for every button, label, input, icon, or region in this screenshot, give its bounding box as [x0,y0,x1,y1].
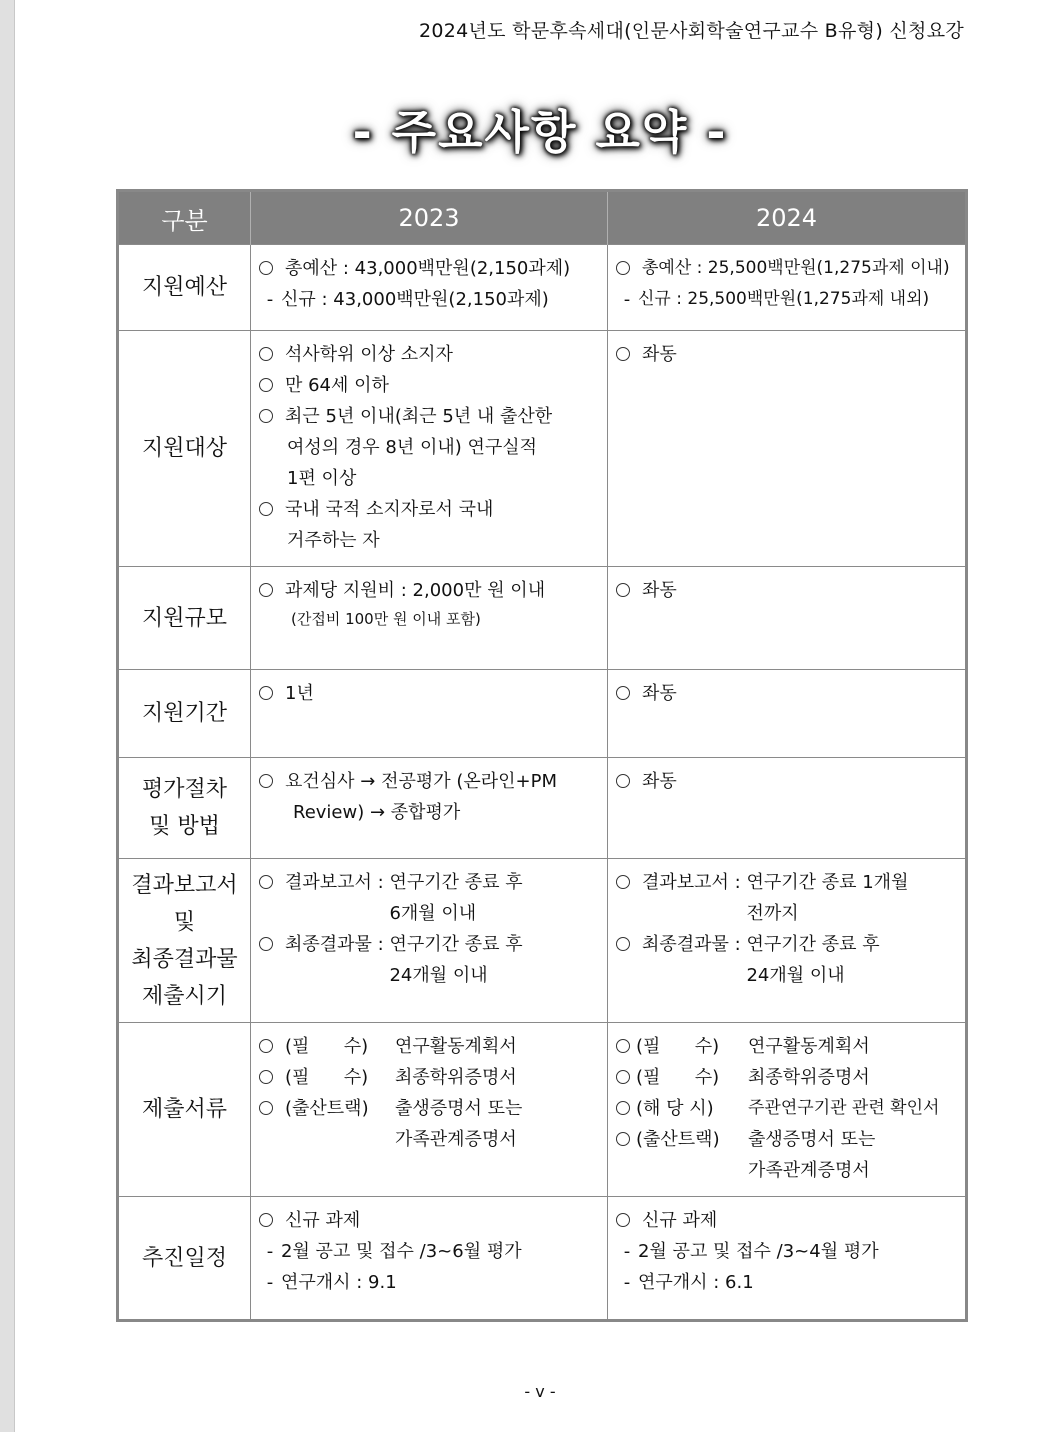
list-item: 최종결과물 : 연구기간 종료 후 24개월 이내 [257,929,601,991]
table-row-eligibility [118,331,967,567]
list-item: - 연구개시 : 9.1 [257,1267,601,1298]
column-header-2024: 2024 [608,191,967,245]
list-item-note: (간접비 100만 원 이내 포함) [291,610,481,628]
list-item: (출산트랙) 출생증명서 또는 가족관계증명서 [614,1124,959,1186]
circle-bullet-icon [259,583,273,597]
table-header-row [118,191,967,245]
cell-2023 [251,245,608,331]
row-category: 평가절차 및 방법 [118,758,251,859]
circle-bullet-icon [259,875,273,889]
column-header-category: 구분 [118,191,251,245]
list-item: 과제당 지원비 : 2,000만 원 이내 [257,575,601,606]
circle-bullet-icon [616,1213,630,1227]
circle-bullet-icon [259,774,273,788]
circle-bullet-icon [259,1039,273,1053]
circle-bullet-icon [259,1213,273,1227]
list-item: (출산트랙) 출생증명서 또는 가족관계증명서 [257,1093,601,1155]
table-row-evaluation [118,758,967,859]
circle-bullet-icon [259,378,273,392]
cell-2023 [251,331,608,567]
list-item: 좌동 [614,339,959,370]
cell-2024 [608,331,967,567]
cell-2024 [608,758,967,859]
circle-bullet-icon [616,937,630,951]
list-item: 요건심사 → 전공평가 (온라인+PM [257,766,601,797]
list-item: 석사학위 이상 소지자 [257,339,601,370]
circle-bullet-icon [616,1132,630,1146]
dash-bullet-icon: - [623,1272,631,1293]
circle-bullet-icon [616,1070,630,1084]
list-item: - 연구개시 : 6.1 [614,1267,959,1298]
circle-bullet-icon [616,875,630,889]
list-item: (해 당 시) 주관연구기관 관련 확인서 [614,1093,959,1124]
table-row-scale [118,567,967,670]
cell-2024 [608,1197,967,1321]
circle-bullet-icon [259,261,273,275]
list-item: 총예산 : 25,500백만원(1,275과제 이내) [614,253,959,284]
row-category: 지원예산 [118,245,251,331]
cell-2024 [608,245,967,331]
cell-2024 [608,859,967,1023]
circle-bullet-icon [259,1101,273,1115]
list-item-continuation: 여성의 경우 8년 이내) 연구실적 [287,437,538,458]
page-gutter [0,0,15,1432]
list-item: 최종결과물 : 연구기간 종료 후 24개월 이내 [614,929,959,991]
cell-2023 [251,1197,608,1321]
column-header-2023: 2023 [251,191,608,245]
list-item: - 2월 공고 및 접수 /3~6월 평가 [257,1236,601,1267]
row-category: 제출서류 [118,1023,251,1197]
circle-bullet-icon [616,583,630,597]
list-item: 결과보고서 : 연구기간 종료 1개월 전까지 [614,867,959,929]
list-item: 1년 [257,678,601,709]
circle-bullet-icon [616,774,630,788]
circle-bullet-icon [616,347,630,361]
row-category: 지원기간 [118,670,251,758]
circle-bullet-icon [616,1101,630,1115]
dash-bullet-icon: - [266,289,274,310]
cell-2023 [251,567,608,670]
list-item: 만 64세 이하 [257,370,601,401]
dash-bullet-icon: - [623,289,631,310]
list-item: 국내 국적 소지자로서 국내 [257,494,601,525]
cell-2023 [251,758,608,859]
list-item: 총예산 : 43,000백만원(2,150과제) [257,253,601,284]
list-item-continuation: 1편 이상 [287,468,357,489]
page-title: - 주요사항 요약 - [352,105,728,159]
list-item: - 신규 : 43,000백만원(2,150과제) [257,284,601,315]
dash-bullet-icon: - [266,1241,274,1262]
list-item: 신규 과제 [614,1205,959,1236]
list-item: 신규 과제 [257,1205,601,1236]
list-item-continuation: Review) → 종합평가 [293,802,461,823]
list-item: - 2월 공고 및 접수 /3~4월 평가 [614,1236,959,1267]
page-number: - v - [524,1382,556,1401]
circle-bullet-icon [616,261,630,275]
table-row-period [118,670,967,758]
list-item: 최근 5년 이내(최근 5년 내 출산한 [257,401,601,432]
cell-2023 [251,1023,608,1197]
running-header: 2024년도 학문후속세대(인문사회학술연구교수 B유형) 신청요강 [418,20,964,42]
list-item: (필 수) 연구활동계획서 [614,1031,959,1062]
list-item: (필 수) 최종학위증명서 [257,1062,601,1093]
summary-table [116,189,968,1322]
list-item: 좌동 [614,575,959,606]
circle-bullet-icon [259,1070,273,1084]
list-item-continuation: 거주하는 자 [287,530,380,551]
table-row-documents [118,1023,967,1197]
list-item: 좌동 [614,678,959,709]
row-category: 지원규모 [118,567,251,670]
circle-bullet-icon [259,937,273,951]
cell-2023 [251,859,608,1023]
circle-bullet-icon [259,686,273,700]
circle-bullet-icon [616,686,630,700]
list-item: (필 수) 최종학위증명서 [614,1062,959,1093]
dash-bullet-icon: - [266,1272,274,1293]
circle-bullet-icon [259,409,273,423]
circle-bullet-icon [259,502,273,516]
row-category: 결과보고서 및 최종결과물 제출시기 [118,859,251,1023]
list-item: 좌동 [614,766,959,797]
table-row-budget [118,245,967,331]
list-item: (필 수) 연구활동계획서 [257,1031,601,1062]
circle-bullet-icon [259,347,273,361]
cell-2024 [608,1023,967,1197]
cell-2023 [251,670,608,758]
list-item: 결과보고서 : 연구기간 종료 후 6개월 이내 [257,867,601,929]
cell-2024 [608,567,967,670]
row-category: 추진일정 [118,1197,251,1321]
dash-bullet-icon: - [623,1241,631,1262]
list-item: - 신규 : 25,500백만원(1,275과제 내외) [614,284,959,315]
circle-bullet-icon [616,1039,630,1053]
table-row-schedule [118,1197,967,1321]
cell-2024 [608,670,967,758]
row-category: 지원대상 [118,331,251,567]
table-row-submission-timing [118,859,967,1023]
